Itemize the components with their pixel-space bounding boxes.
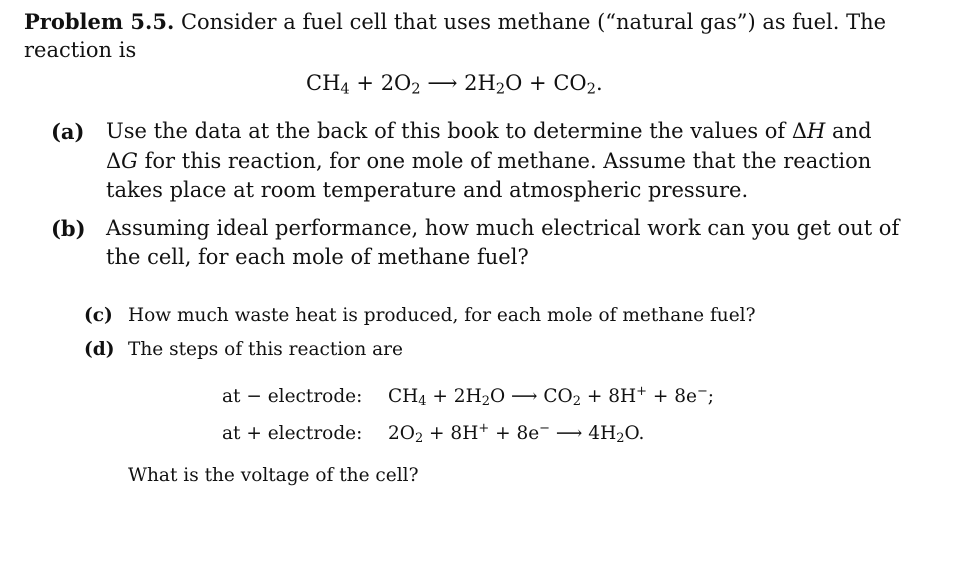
eq-sup: + — [636, 383, 647, 399]
reaction-sub: 2 — [411, 80, 421, 98]
part-c-text: How much waste heat is produced, for each mole of methane fuel? — [128, 305, 756, 326]
part-a-text: Use the data at the back of this book to determine the values of Δ — [106, 119, 808, 143]
reaction-ch: CH — [306, 71, 341, 95]
eq-sup: − — [539, 420, 551, 436]
reaction-arrow: ⟶ — [420, 71, 465, 95]
eq-sub: 2 — [616, 431, 625, 447]
eq-sub: 4 — [418, 394, 427, 410]
eq-part: + 8H — [423, 423, 479, 444]
eq-sup: − — [696, 383, 708, 399]
main-reaction-equation — [306, 71, 603, 98]
eq-sub: 2 — [414, 431, 424, 447]
eq-sup: + — [478, 420, 490, 436]
eq-part: + 8H — [580, 386, 637, 407]
part-a-line-2 — [106, 151, 871, 172]
eq-part: ⟶ 4H — [550, 423, 617, 444]
part-a-line-1 — [106, 121, 872, 142]
part-b-line-1: Assuming ideal performance, how much electrical work can you get out of — [106, 216, 900, 240]
part-a-label: (a) — [51, 119, 85, 144]
eq-part: O ⟶ CO — [489, 386, 573, 407]
electrode-minus-equation — [388, 383, 715, 410]
var-g: G — [121, 149, 138, 173]
part-d-label: (d) — [84, 339, 115, 360]
reaction-period: . — [595, 71, 603, 95]
eq-sub: 2 — [481, 394, 490, 410]
electrode-minus-label: at − electrode: — [222, 386, 363, 407]
voltage-question: What is the voltage of the cell? — [128, 465, 419, 486]
part-a-text: for this reaction, for one mole of methane. Assume that the reaction — [137, 149, 872, 173]
var-h: H — [807, 119, 826, 143]
reaction-o-co: O + CO — [505, 71, 587, 95]
problem-label: Problem 5.5. — [24, 9, 175, 34]
part-a-text: Δ — [106, 149, 122, 173]
reaction-h: 2H — [464, 71, 496, 95]
eq-part: 2O — [388, 423, 415, 444]
reaction-o2: + 2O — [349, 71, 412, 95]
part-b-line-2: the cell, for each mole of methane fuel? — [106, 245, 529, 269]
problem-intro-line-2: reaction is — [24, 38, 137, 62]
problem-intro-line-1 — [24, 11, 886, 33]
eq-part: O. — [624, 423, 645, 444]
part-a-text: and — [825, 119, 872, 143]
eq-part: CH — [388, 386, 419, 407]
eq-part: + 8e — [646, 386, 697, 407]
problem-intro-text: Consider a fuel cell that uses methane (“natural gas”) as fuel. The — [174, 10, 887, 34]
part-d-text: The steps of this reaction are — [128, 339, 403, 360]
part-b-label: (b) — [51, 216, 86, 241]
reaction-sub: 2 — [586, 80, 596, 98]
reaction-sub: 2 — [495, 80, 506, 98]
electrode-plus-label: at + electrode: — [222, 423, 363, 444]
eq-sub: 2 — [572, 394, 581, 410]
reaction-sub: 4 — [340, 80, 350, 98]
eq-part: ; — [707, 386, 715, 407]
eq-part: + 2H — [426, 386, 482, 407]
part-c-label: (c) — [84, 305, 113, 326]
eq-part: + 8e — [489, 423, 540, 444]
electrode-plus-equation — [388, 420, 645, 447]
part-a-line-3: takes place at room temperature and atmospheric pressure. — [106, 178, 749, 202]
